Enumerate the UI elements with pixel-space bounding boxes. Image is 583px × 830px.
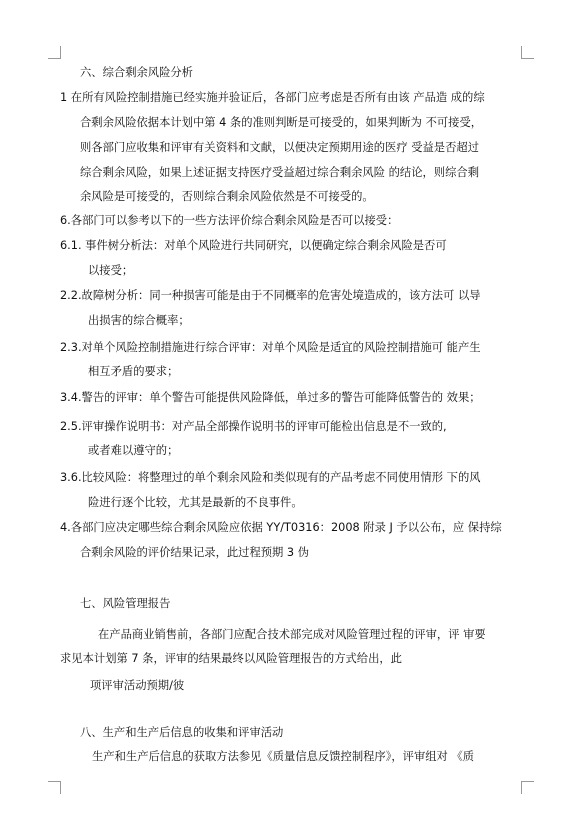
list-item-line: 2.5.评审操作说明书：对产品全部操作说明书的评审可能检出信息是不一致的,: [60, 420, 447, 433]
paragraph-line: 合剩余风险依据本计划中第 4 条的准则判断是可接受的，如果判断为 不可接受，: [80, 116, 483, 129]
paragraph-line: 则各部门应收集和评审有关资料和文献，以便决定预期用途的医疗 受益是否超过: [80, 141, 479, 154]
list-item-line: 2.3.对单个风险控制措施进行综合评审：对单个风险是适宜的风险控制措施可 能产生: [60, 341, 481, 354]
paragraph-line: 求见本计划第 7 条，评审的结果最终以风险管理报告的方式给出，此: [60, 652, 402, 665]
section-heading-7: 七、风险管理报告: [80, 597, 171, 610]
list-item-line: 或者难以遵守的；: [88, 444, 179, 457]
list-item-line: 2.2.故障树分析：同一种损害可能是由于不同概率的危害处境造成的，该方法可 以导: [60, 289, 481, 302]
paragraph-line: 6.各部门可以参考以下的一些方法评价综合剩余风险是否可以接受：: [60, 214, 399, 227]
list-item-line: 险进行逐个比较，尤其是最新的不良事件。: [88, 496, 303, 509]
paragraph-line: 项评审活动预期/彼: [90, 679, 185, 692]
paragraph-line: 4.各部门应决定哪些综合剩余风险应依据 YY/T0316：2008 附录 J 予以公布，应 保持综: [60, 521, 502, 534]
crop-mark-bottom-left: [48, 781, 61, 794]
list-item-line: 相互矛盾的要求；: [88, 365, 179, 378]
list-item-line: 以接受；: [88, 264, 134, 277]
list-item-line: 3.6.比较风险：将整理过的单个剩余风险和类似现有的产品考虑不同使用情形 下的风: [60, 471, 481, 484]
paragraph-line: 合剩余风险的评价结果记录，此过程预期 3 伪: [80, 546, 310, 559]
list-item-line: 3.4.警告的评审：单个警告可能提供风险降低，单过多的警告可能降低警告的 效果；: [60, 391, 481, 404]
paragraph-line: 1 在所有风险控制措施已经实施并验证后，各部门应考虑是否所有由该 产品造 成的综: [60, 91, 485, 104]
paragraph-line: 在产品商业销售前，各部门应配合技术部完成对风险管理过程的评审，评 审要: [98, 628, 486, 641]
paragraph-line: 综合剩余风险，如果上述证据支持医疗受益超过综合剩余风险 的结论，则综合剩: [80, 166, 479, 179]
section-heading-6: 六、综合剩余风险分析: [80, 66, 193, 79]
paragraph-line: 余风险是可接受的，否则综合剩余风险依然是不可接受的。: [80, 190, 374, 203]
list-item-line: 6.1. 事件树分析法：对单个风险进行共同研究，以便确定综合剩余风险是否可: [60, 239, 447, 252]
section-heading-8: 八、生产和生产后信息的收集和评审活动: [80, 726, 284, 739]
crop-mark-top-right: [521, 46, 534, 59]
paragraph-line: 生产和生产后信息的获取方法参见《质量信息反馈控制程序》，评审组对 《质: [92, 750, 475, 763]
list-item-line: 出损害的综合概率；: [88, 314, 190, 327]
crop-mark-top-left: [48, 46, 61, 59]
crop-mark-bottom-right: [521, 781, 534, 794]
